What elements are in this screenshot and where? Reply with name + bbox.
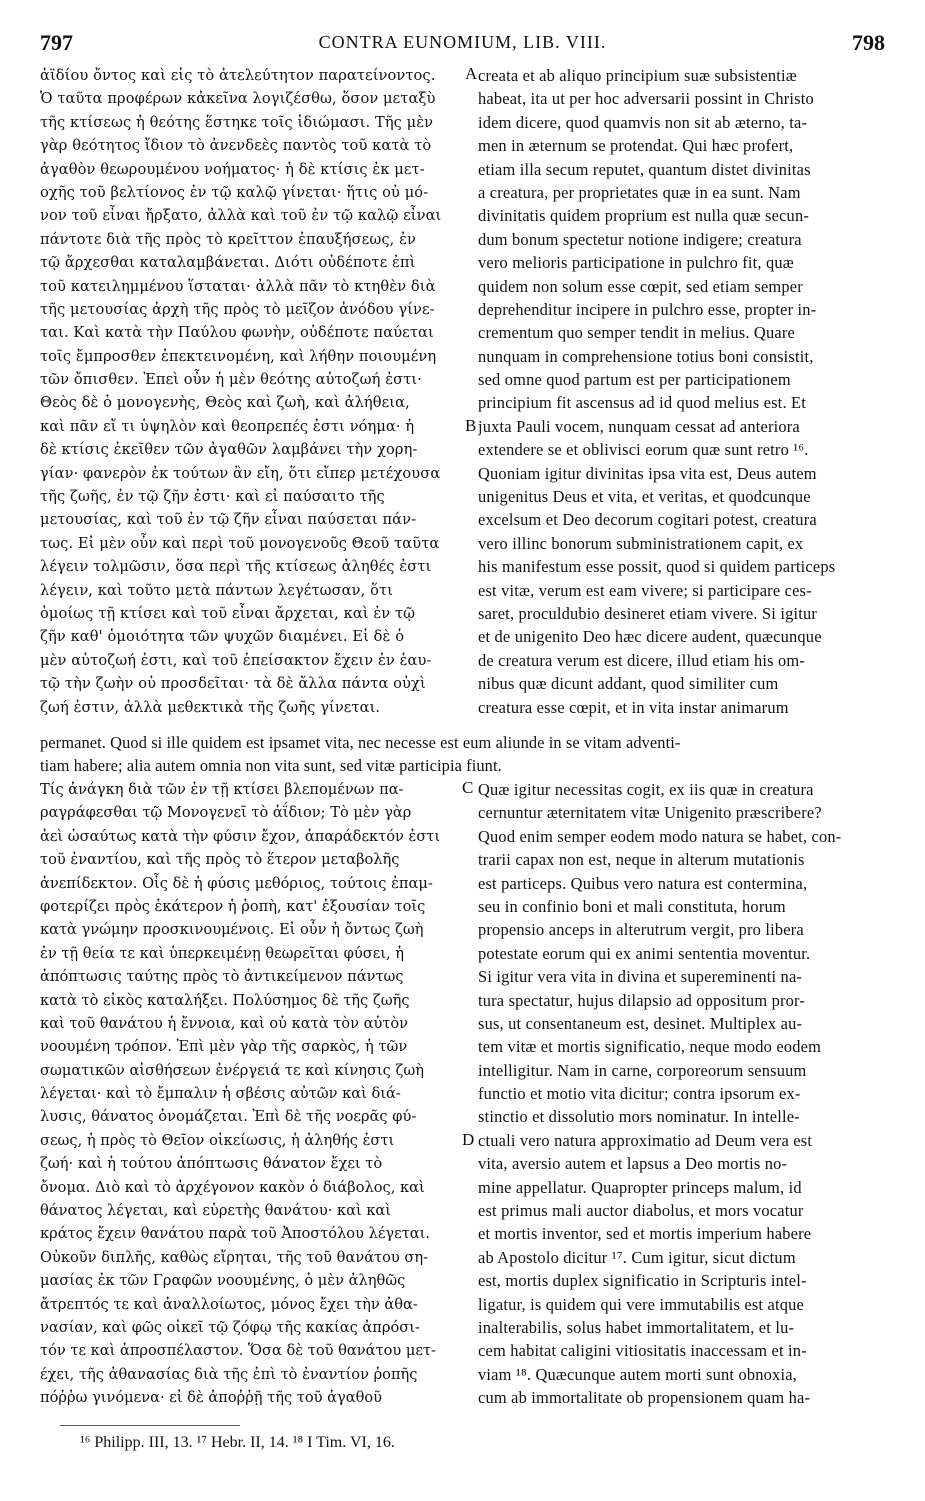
greek-text-line: νον τοῦ εἶναι ἤρξατο, ἀλλὰ καὶ τοῦ ἐν τῷ καλῷ εἶναι	[40, 207, 442, 225]
latin-text-line: stinctio et dissolutio mors nominatur. In intelle-	[478, 1107, 800, 1127]
latin-text-line: divinitatis quidem proprium est nulla quæ secun-	[478, 206, 809, 226]
greek-text-line: νασίαν, καὶ φῶς οἰκεῖ τῷ ζόφῳ τῆς κακίας ἀπρόσι-	[40, 1318, 420, 1336]
latin-text-line: Quoniam igitur divinitas ipsa vita est, Deus autem	[478, 463, 817, 483]
greek-text-line: ραγράφεσθαι τῷ Μονογενεῖ τὸ ἀΐδιον; Τὸ μὲν γὰρ	[40, 804, 412, 822]
page-number-right: 798	[852, 30, 885, 55]
greek-text-line: τῷ ἄρχεσθαι καταλαμβάνεται. Διότι οὐδέποτε ἐπὶ	[40, 254, 416, 272]
latin-text-line: permanet. Quod si ille quidem est ipsamet vita, nec necesse est eum aliunde in se vitam adventi-	[40, 733, 681, 752]
greek-text-line: ὁμοίως τῇ κτίσει καὶ τοῦ εἶναι ἄρχεται, καὶ ἐν τῷ	[40, 604, 416, 622]
latin-text-line: cem habitat caligini vitiositatis inaccessam et in-	[478, 1341, 807, 1361]
latin-text-line: est, mortis duplex significatio in Scripturis intel-	[478, 1271, 807, 1291]
section-marker-a: A	[465, 64, 478, 83]
running-header	[40, 30, 885, 58]
greek-text-line: μετουσίας, καὶ τοῦ ἐν τῷ ζῆν εἶναι παύσεται πάν-	[40, 511, 417, 529]
greek-column-top	[40, 64, 460, 719]
section-marker-d: D	[462, 1130, 475, 1149]
greek-text-line: πάντοτε διὰ τῆς πρὸς τὸ κρεῖττον ἐπαυξήσεως, ἐν	[40, 230, 416, 248]
greek-text-line: λέγεται· καὶ τὸ ἔμπαλιν ἡ σβέσις αὐτῶν καὶ διά-	[40, 1085, 401, 1103]
latin-text-line: crementum quo semper tendit in melius. Quare	[478, 323, 795, 343]
greek-text-line: Ὁ ταῦτα προφέρων κἀκεῖνα λογιζέσθω, ὅσον μεταξὺ	[40, 90, 436, 108]
latin-text-line: mine appellatur. Quapropter princeps malum, id	[478, 1177, 802, 1197]
greek-text-line: καὶ τοῦ θανάτου ἡ ἔννοια, καὶ οὐ κατὰ τὸν αὐτὸν	[40, 1014, 409, 1032]
greek-text-line: ἀνεπίδεκτον. Οἷς δὲ ἡ φύσις μεθόριος, τούτοις ἐπαμ-	[40, 874, 433, 892]
running-title: CONTRA EUNOMIUM, LIB. VIII.	[318, 32, 607, 52]
greek-text-line: φοτερίζει πρὸς ἑκάτερον ἡ ῥοπὴ, κατ' ἐξουσίαν τοῖς	[40, 897, 426, 915]
latin-text-line: a creatura, per proprietates quæ in ea sunt. Nam	[478, 182, 801, 202]
latin-text-line: tiam habere; alia autem omnia non vita sunt, sed vitæ participia fiunt.	[40, 756, 502, 776]
latin-text-line: intelligitur. Nam in carne, corporeorum sensuum	[478, 1060, 807, 1080]
greek-text-line: τῆς κτίσεως ἡ θεότης ἕστηκε τοῖς ἰδιώμασι. Τῆς μὲν	[40, 113, 434, 131]
latin-text-line: sed omne quod partum est per participationem	[478, 370, 791, 390]
greek-text-line: τοῦ ἐναντίου, καὶ τῆς πρὸς τὸ ἕτερον μεταβολῆς	[40, 851, 400, 869]
greek-text-line: γὰρ θεότητος ἴδιον τὸ ἀνενδεὲς παντὸς τοῦ κατὰ τὸ	[40, 137, 432, 155]
latin-text-line: excelsum et Deo decorum cogitari potest, creatura	[478, 510, 817, 530]
greek-text-line: μὲν αὐτοζωή ἐστι, καὶ τοῦ ἐπείσακτον ἔχειν ἐν ἑαυ-	[40, 651, 432, 669]
greek-text-line: ἐν τῇ θεία τε καὶ ὑπερκειμένῃ θεωρεῖται φύσει, ἡ	[40, 944, 405, 962]
greek-text-line: μασίας ἐκ τῶν Γραφῶν νοουμένης, ὁ μὲν ἀληθῶς	[40, 1272, 406, 1290]
greek-text-line: ἀεὶ ὡσαύτως κατὰ τὴν φύσιν ἔχον, ἀπαράδεκτόν ἐστι	[40, 827, 441, 845]
latin-text-line: deprehenditur incipere in pulchro esse, propter in-	[478, 299, 817, 319]
greek-text-line: καὶ πᾶν εἴ τι ὑψηλὸν καὶ θεοπρεπές ἐστι νόημα· ἡ	[40, 417, 415, 435]
latin-text-line: nunquam in comprehensione totius boni consistit,	[478, 346, 814, 366]
greek-text-line: δὲ κτίσις ἐκεῖθεν τῶν ἀγαθῶν λαμβάνει τὴν χορη-	[40, 441, 418, 459]
section-marker-b: B	[465, 416, 477, 435]
latin-text-line: vero melioris participatione in pulchro fit, quæ	[478, 253, 794, 273]
footnotes: ¹⁶ Philipp. III, 13. ¹⁷ Hebr. II, 14. ¹⁸ I Tim. VI, 16.	[80, 1434, 395, 1451]
latin-text-line: ab Apostolo dicitur ¹⁷. Cum igitur, sicut dictum	[478, 1247, 796, 1267]
greek-text-line: λέγειν, καὶ τοῦτο μετὰ πάντων λεγέτωσαν, ὅτι	[40, 581, 393, 599]
greek-text-line: τῶν ὄπισθεν. Ἐπεὶ οὖν ἡ μὲν θεότης αὐτοζωή ἐστι·	[40, 371, 422, 389]
latin-text-line: potestate eorum qui ex animi sententia moventur.	[478, 943, 811, 963]
greek-text-line: κατὰ τὸ εἰκὸς καταλήξει. Πολύσημος δὲ τῆς ζωῆς	[40, 991, 410, 1009]
greek-text-line: λέγειν τολμῶσιν, ὅσα περὶ τῆς κτίσεως ἀληθές ἐστι	[40, 558, 432, 576]
latin-text-line: propensio anceps in alterutrum vergit, pro libera	[478, 920, 804, 940]
latin-text-line: ctuali vero natura approximatio ad Deum vera est	[478, 1130, 813, 1150]
greek-text-line: ὄνομα. Διὸ καὶ τὸ ἀρχέγονον κακὸν ὁ διάβολος, καὶ	[40, 1178, 425, 1196]
latin-column-top	[478, 64, 890, 719]
greek-text-line: κατὰ γνώμην προσκινουμένοις. Εἰ οὖν ἡ ὄντως ζωὴ	[40, 921, 424, 939]
latin-text-line: cernuntur æternitatem vitæ Unigenito præscribere?	[478, 803, 822, 823]
greek-text-line: τοῖς ἔμπροσθεν ἐπεκτεινομένη, καὶ λήθην ποιουμένη	[40, 347, 437, 365]
greek-text-line: ἀγαθὸν θεωρουμένου νοήματος· ἡ δὲ κτίσις ἐκ μετ-	[40, 160, 425, 178]
latin-text-line: tura spectatur, hujus dilapsio ad oppositum pror-	[478, 990, 806, 1010]
latin-text-line: trarii capax non est, neque in alterum mutationis	[478, 850, 805, 870]
latin-text-line: est vitæ, verum est eam vivere; si participare ces-	[478, 580, 812, 600]
greek-text-line: Θεὸς δὲ ὁ μονογενὴς, Θεὸς καὶ ζωὴ, καὶ ἀλήθεια,	[40, 394, 410, 412]
latin-text-line: et de unigenito Deo hæc dicere audent, quæcunque	[478, 627, 822, 647]
latin-text-line: idem dicere, quod quamvis non sit ab æterno, ta-	[478, 112, 808, 132]
latin-text-line: saret, proculdubio desineret etiam vivere. Si igitur	[478, 603, 818, 623]
latin-text-line: quidem non solum esse cœpit, sed etiam semper	[478, 276, 803, 296]
greek-text-line: τῷ τὴν ζωὴν οὐ προσδεῖται· τὰ δὲ ἄλλα πάντα οὐχὶ	[40, 675, 426, 693]
latin-text-line: de creatura verum est dicere, illud etiam his om-	[478, 650, 806, 670]
footnote-rule	[60, 1425, 240, 1426]
latin-text-line: tem vitæ et mortis significatio, neque modo eodem	[478, 1037, 822, 1057]
latin-text-line: creatura esse cœpit, et in vita instar animarum	[478, 697, 789, 717]
greek-text-line: τως. Εἰ μὲν οὖν καὶ περὶ τοῦ μονογενοῦς Θεοῦ ταῦτα	[40, 534, 440, 552]
latin-text-line: seu in confinio boni et mali constituta, horum	[478, 896, 786, 916]
greek-text-line: ἀϊδίου ὄντος καὶ εἰς τὸ ἀτελεύτητον παρατείνοντος.	[40, 67, 436, 84]
latin-text-line: sus, ut consentaneum est, desinet. Multiplex au-	[478, 1013, 803, 1033]
latin-text-line: Quæ igitur necessitas cogit, ex iis quæ in creatura	[478, 780, 814, 799]
latin-column-bottom	[478, 778, 890, 1410]
full-width-latin-lines	[40, 731, 892, 778]
latin-text-line: extendere se et oblivisci eorum quæ sunt retro ¹⁶.	[478, 440, 809, 460]
latin-text-line: vita, aversio autem et lapsus a Deo mortis no-	[478, 1154, 788, 1174]
greek-text-line: νοουμένη τρόπον. Ἐπὶ μὲν γὰρ τῆς σαρκὸς, ἡ τῶν	[40, 1038, 408, 1056]
greek-text-line: τῆς ζωῆς, ἐν τῷ ζῆν ἐστι· καὶ εἰ παύσαιτο τῆς	[40, 488, 385, 506]
greek-text-line: σεως, ἡ πρὸς τὸ Θεῖον οἰκείωσις, ἡ ἀληθής ἐστι	[40, 1131, 395, 1149]
latin-text-line: unigenitus Deus et vita, et veritas, et quodcunque	[478, 487, 811, 507]
latin-text-line: principium fit ascensus ad id quod melius est. Et	[478, 393, 807, 413]
greek-text-line: γίαν· φανερὸν ἐκ τούτων ἂν εἴη, ὅτι εἴπερ μετέχουσα	[40, 464, 441, 482]
greek-text-line: πόῤῥω γινόμενα· εἰ δὲ ἀποῤῥῇ τῆς τοῦ ἀγαθοῦ	[40, 1389, 383, 1407]
latin-text-line: est particeps. Quibus vero natura est contermina,	[478, 873, 808, 893]
greek-text-line: τοῦ κατειλημμένου ἵσταται· ἀλλὰ πᾶν τὸ κτηθὲν διὰ	[40, 277, 436, 295]
latin-text-line: dum bonum spectetur notione indigere; creatura	[478, 229, 802, 249]
greek-text-line: Οὐκοῦν διπλῆς, καθὼς εἴρηται, τῆς τοῦ θανάτου ση-	[40, 1248, 429, 1266]
latin-text-line: nibus quæ dicunt addant, quod similiter cum	[478, 674, 779, 694]
latin-text-line: his manifestum esse possit, quod si quidem particeps	[478, 557, 836, 577]
greek-text-line: ἀπόπτωσις ταύτης πρὸς τὸ ἀντικείμενον πάντως	[40, 968, 404, 986]
section-marker-c: C	[462, 778, 474, 797]
greek-text-line: ζωή· καὶ ἡ τούτου ἀπόπτωσις θάνατον ἔχει τὸ	[40, 1155, 383, 1173]
latin-text-line: inalterabilis, solus habet immortalitatem, et lu-	[478, 1317, 795, 1337]
latin-text-line: functio et motio vita dicitur; contra ipsorum ex-	[478, 1084, 801, 1104]
latin-text-line: men in æternum se protendat. Qui hæc profert,	[478, 136, 794, 156]
page-number-left: 797	[40, 30, 73, 55]
greek-text-line: ἄτρεπτός τε καὶ ἀναλλοίωτος, μόνος ἔχει τὴν ἀθα-	[40, 1295, 418, 1313]
greek-text-line: τόν τε καὶ ἀπροσπέλαστον. Ὅσα δὲ τοῦ θανάτου μετ-	[40, 1342, 436, 1360]
latin-text-line: juxta Pauli vocem, nunquam cessat ad anteriora	[478, 416, 800, 436]
greek-text-line: ζῆν καθ' ὁμοιότητα τῶν ψυχῶν διαμένει. Εἰ δὲ ὁ	[40, 628, 405, 646]
greek-text-line: τῆς μετουσίας ἀρχὴ τῆς πρὸς τὸ μεῖζον ἀνόδου γίνε-	[40, 300, 435, 318]
latin-text-line: cum ab immortalitate ob propensionem quam ha-	[478, 1388, 811, 1408]
latin-text-line: creata et ab aliquo principium suæ subsistentiæ	[478, 66, 797, 85]
latin-text-line: habeat, ita ut per hoc adversarii possint in Christo	[478, 89, 814, 109]
latin-text-line: vero illinc bonorum subministrationem capit, ex	[478, 533, 804, 553]
greek-text-line: ται. Καὶ κατὰ τὴν Παύλου φωνὴν, οὐδέποτε παύεται	[40, 324, 434, 342]
greek-text-line: κράτος ἔχειν θανάτου παρὰ τοῦ Ἀποστόλου λέγεται.	[40, 1225, 430, 1243]
greek-text-line: λυσις, θάνατος ὀνομάζεται. Ἐπὶ δὲ τῆς νοερᾶς φύ-	[40, 1108, 417, 1126]
greek-text-line: οχῆς τοῦ βελτίονος ἐν τῷ καλῷ γίνεται· ἥτις οὐ μό-	[40, 183, 429, 201]
greek-column-bottom	[40, 778, 460, 1410]
latin-text-line: Si igitur vera vita in divina et supereminenti na-	[478, 967, 803, 987]
latin-text-line: etiam illa secum reputet, quantum distet divinitas	[478, 159, 811, 179]
greek-text-line: ζωή ἐστιν, ἀλλὰ μεθεκτικὰ τῆς ζωῆς γίνεται.	[40, 698, 381, 716]
latin-text-line: Quod enim semper eodem modo natura se habet, con-	[478, 826, 842, 846]
latin-text-line: ligatur, is quidem qui vere immutabilis est atque	[478, 1294, 804, 1314]
latin-text-line: viam ¹⁸. Quæcunque autem morti sunt obnoxia,	[478, 1364, 797, 1384]
latin-text-line: et mortis inventor, sed et mortis imperium habere	[478, 1224, 812, 1244]
greek-text-line: σωματικῶν αἰσθήσεων ἐνέργειά τε καὶ κίνησις ζωὴ	[40, 1061, 424, 1079]
greek-text-line: Τίς ἀνάγκη διὰ τῶν ἐν τῇ κτίσει βλεπομένων πα-	[40, 781, 404, 798]
greek-text-line: θάνατος λέγεται, καὶ εὑρετὴς θανάτου· καὶ καὶ	[40, 1202, 392, 1220]
greek-text-line: έχει, τῆς ἀθανασίας διὰ τῆς ἐπὶ τὸ ἐναντίον ῥοπῆς	[40, 1365, 418, 1383]
latin-text-line: est primus mali auctor diabolus, et mors vocatur	[478, 1201, 804, 1221]
